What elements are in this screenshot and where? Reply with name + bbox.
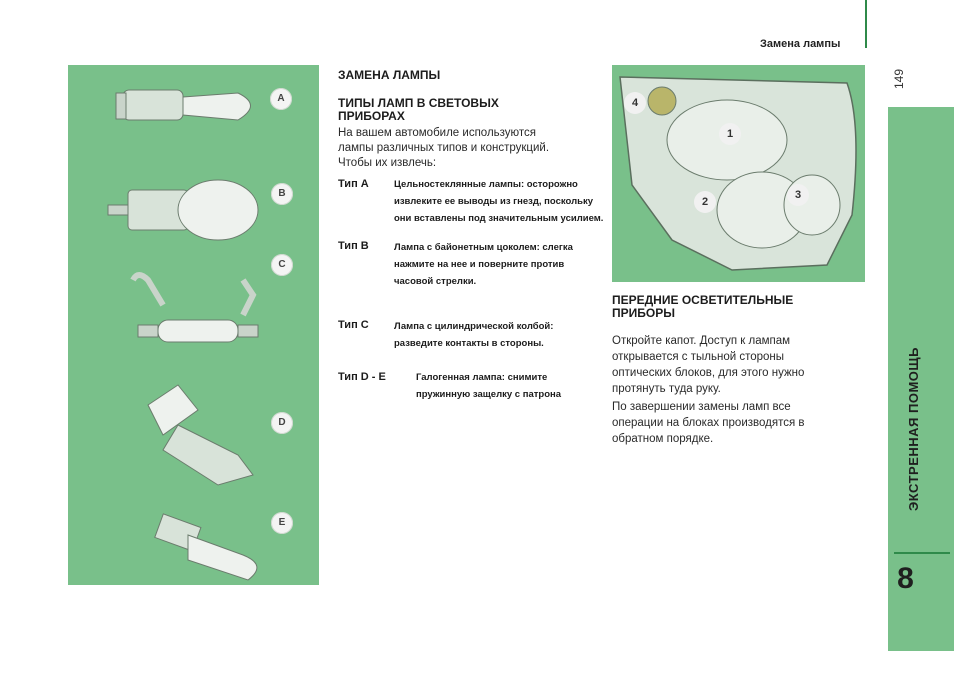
headlamp-illustration bbox=[612, 65, 865, 282]
type-b-line-1: Лампа с байонетным цоколем: слегка bbox=[394, 242, 573, 253]
chapter-divider bbox=[894, 552, 950, 554]
front-p2-line-2: операции на блоках производятся в bbox=[612, 417, 805, 429]
headlamp-drawing bbox=[612, 65, 865, 282]
main-title: ЗАМЕНА ЛАМПЫ bbox=[338, 68, 441, 82]
bulb-label-b: B bbox=[271, 183, 293, 205]
subtitle-line-2: ПРИБОРАХ bbox=[338, 109, 405, 123]
intro-line-3: Чтобы их извлечь: bbox=[338, 157, 437, 169]
front-p1-line-2: открывается с тыльной стороны bbox=[612, 351, 785, 363]
headlamp-label-4: 4 bbox=[624, 92, 646, 114]
bulb-label-e: E bbox=[271, 512, 293, 534]
front-p2-line-3: обратном порядке. bbox=[612, 433, 714, 445]
intro-line-1: На вашем автомобиле используются bbox=[338, 127, 537, 139]
front-p1-line-4: протянуть туда руку. bbox=[612, 383, 721, 395]
chapter-number: 8 bbox=[897, 562, 914, 595]
bulb-c-drawing bbox=[133, 275, 258, 342]
type-a-line-2: извлеките ее выводы из гнезд, поскольку bbox=[394, 196, 593, 207]
type-b-line-2: нажмите на нее и поверните против bbox=[394, 259, 565, 270]
front-p2-line-1: По завершении замены ламп все bbox=[612, 401, 791, 413]
chapter-side-tab[interactable] bbox=[888, 107, 954, 651]
bulb-a-drawing bbox=[116, 90, 251, 120]
type-a-label: Тип A bbox=[338, 178, 369, 190]
type-c-line-1: Лампа с цилиндрической колбой: bbox=[394, 321, 554, 332]
type-a-line-3: они вставлены под значительным усилием. bbox=[394, 213, 604, 224]
chapter-title: ЭКСТРЕННАЯ ПОМОЩЬ bbox=[906, 347, 921, 511]
headlamp-label-1: 1 bbox=[719, 123, 741, 145]
bulb-types-illustration bbox=[68, 65, 319, 585]
bulb-drawings bbox=[68, 65, 319, 585]
headlamp-label-2: 2 bbox=[694, 191, 716, 213]
type-de-line-1: Галогенная лампа: снимите bbox=[416, 372, 548, 383]
intro-line-2: лампы различных типов и конструкций. bbox=[338, 142, 550, 154]
front-p1-line-1: Откройте капот. Доступ к лампам bbox=[612, 335, 791, 347]
front-title-line-1: ПЕРЕДНИЕ ОСВЕТИТЕЛЬНЫЕ bbox=[612, 293, 794, 307]
subtitle-line-1: ТИПЫ ЛАМП В СВЕТОВЫХ bbox=[338, 96, 499, 110]
page-number: 149 bbox=[892, 68, 906, 90]
type-de-label: Тип D - E bbox=[338, 371, 386, 383]
bulb-label-d: D bbox=[271, 412, 293, 434]
bulb-d-drawing bbox=[148, 385, 253, 485]
bulb-label-c: C bbox=[271, 254, 293, 276]
front-p1-line-3: оптических блоков, для этого нужно bbox=[612, 367, 805, 379]
header-divider-line bbox=[865, 0, 867, 48]
type-b-label: Тип B bbox=[338, 240, 369, 252]
bulb-label-a: A bbox=[270, 88, 292, 110]
bulb-b-drawing bbox=[108, 180, 258, 240]
type-de-line-2: пружинную защелку с патрона bbox=[416, 389, 562, 400]
type-c-line-2: разведите контакты в стороны. bbox=[394, 338, 544, 349]
type-c-label: Тип C bbox=[338, 319, 369, 331]
front-title-line-2: ПРИБОРЫ bbox=[612, 306, 675, 320]
type-a-line-1: Цельностеклянные лампы: осторожно bbox=[394, 179, 578, 190]
bulb-e-drawing bbox=[155, 514, 257, 580]
type-b-line-3: часовой стрелки. bbox=[394, 276, 477, 287]
running-header-title: Замена лампы bbox=[760, 38, 841, 50]
headlamp-label-3: 3 bbox=[787, 184, 809, 206]
